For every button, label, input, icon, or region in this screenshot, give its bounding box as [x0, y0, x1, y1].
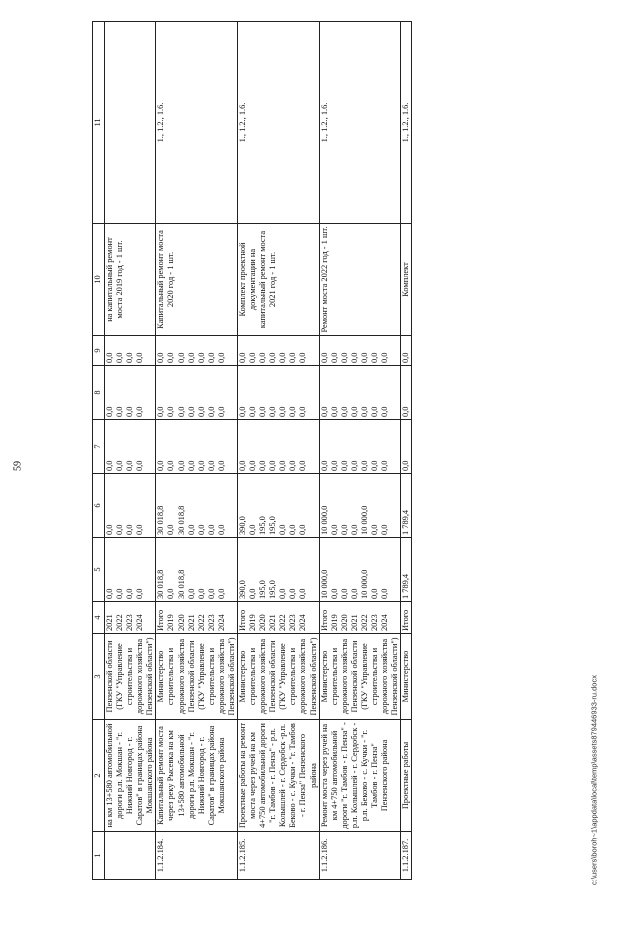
- indicator-cell: Ремонт моста 2022 год - 1 шт.: [319, 224, 401, 336]
- year-value: 2024: [380, 614, 390, 631]
- amount-cell: [156, 474, 238, 538]
- amount-value: 0,0: [298, 588, 308, 599]
- year-value: 2024: [216, 614, 226, 631]
- rotated-table-container: [92, 22, 592, 880]
- amount-value: 0,0: [186, 460, 196, 471]
- amount-value: 0,0: [238, 460, 248, 471]
- indicator-cell: Капитальный ремонт моста 2020 год - 1 шт.: [156, 224, 238, 336]
- amount-value: 0,0: [166, 524, 176, 535]
- amount-value: 0,0: [166, 352, 176, 363]
- amount-value: 0,0: [238, 406, 248, 417]
- year-value: 2020: [258, 614, 268, 631]
- amount-value: 0,0: [186, 524, 196, 535]
- amount-value: 0,0: [186, 352, 196, 363]
- table-row: [105, 22, 156, 880]
- executor-cell: Министерство строительства и дорожного хозяйства Пензенской области (ГКУ "Управление строительства и дорожного хозяйства Пензенской области"): [238, 634, 320, 720]
- amount-value: 0,0: [125, 588, 135, 599]
- amount-value: 0,0: [329, 588, 339, 599]
- amount-value: 0,0: [401, 352, 411, 363]
- header-cell: 3: [93, 634, 105, 720]
- amount-value: 0,0: [125, 460, 135, 471]
- amount-value: 30 018,8: [176, 505, 186, 535]
- row-id-cell: [105, 832, 156, 880]
- year-value: 2021: [105, 614, 114, 631]
- page-number: 59: [12, 461, 24, 471]
- year-value: 2022: [196, 614, 206, 631]
- year-value: 2021: [268, 614, 278, 631]
- year-value: 2022: [278, 614, 288, 631]
- amount-cell: [105, 474, 156, 538]
- amount-value: 0,0: [135, 352, 145, 363]
- amount-value: 0,0: [268, 460, 278, 471]
- amount-value: 0,0: [268, 352, 278, 363]
- amount-value: 0,0: [288, 460, 298, 471]
- amount-value: 195,0: [258, 580, 268, 599]
- amount-cell: [156, 420, 238, 474]
- amount-value: 0,0: [288, 352, 298, 363]
- amount-value: 0,0: [339, 524, 349, 535]
- amount-value: 0,0: [339, 352, 349, 363]
- amount-value: 0,0: [258, 352, 268, 363]
- amount-value: 10 000,0: [359, 569, 369, 599]
- amount-cell: [238, 366, 320, 420]
- amount-value: 0,0: [248, 460, 258, 471]
- header-cell: 2: [93, 720, 105, 832]
- indicator-cell: на капитальный ремонт моста 2019 год - 1 шт.: [105, 224, 156, 336]
- table-row: [319, 22, 401, 880]
- file-path: c:\users\boroh~1\appdata\local\temp\assets879446933-ru.docx: [589, 675, 599, 885]
- reference-cell: 1., 1.2., 1.6.: [401, 22, 412, 224]
- amount-value: 0,0: [206, 406, 216, 417]
- amount-value: 0,0: [105, 352, 114, 363]
- amount-value: 0,0: [216, 352, 226, 363]
- amount-cell: [401, 420, 412, 474]
- reference-cell: 1., 1.2., 1.6.: [156, 22, 238, 224]
- year-value: 2019: [329, 614, 339, 631]
- year-cell: [401, 602, 412, 634]
- executor-cell: Министерство: [401, 634, 412, 720]
- amount-value: 10 000,0: [319, 569, 329, 599]
- amount-value: 0,0: [105, 460, 114, 471]
- amount-value: 0,0: [135, 524, 145, 535]
- amount-cell: [401, 538, 412, 602]
- amount-value: 0,0: [319, 460, 329, 471]
- name-cell: Проектные работы: [401, 720, 412, 832]
- amount-value: 0,0: [216, 406, 226, 417]
- amount-value: 0,0: [216, 460, 226, 471]
- table-row: [238, 22, 320, 880]
- amount-value: 0,0: [196, 588, 206, 599]
- indicator-cell: Комплект проектной документации на капитальный ремонт моста 2021 год - 1 шт.: [238, 224, 320, 336]
- amount-value: 30 018,8: [156, 569, 166, 599]
- year-value: 2019: [166, 614, 176, 631]
- amount-value: 0,0: [196, 352, 206, 363]
- table-row: [156, 22, 238, 880]
- year-value: 2023: [288, 614, 298, 631]
- amount-value: 0,0: [349, 588, 359, 599]
- amount-value: 0,0: [278, 460, 288, 471]
- amount-value: 0,0: [278, 352, 288, 363]
- amount-value: 0,0: [329, 352, 339, 363]
- amount-value: 0,0: [349, 352, 359, 363]
- year-value: 2022: [359, 614, 369, 631]
- amount-value: 0,0: [248, 352, 258, 363]
- name-cell: Проектные работы на ремонт моста через ручей на км 4+750 автомобильной дороги "г. Тамбов - г. Пенза" - р.п. Колышлей - г. Сердобск -р.п. Бековo - с. Кучки - "г. Тамбов - г. Пенза" Пензенского района: [238, 720, 320, 832]
- amount-value: 0,0: [359, 406, 369, 417]
- amount-value: 0,0: [176, 352, 186, 363]
- amount-value: 0,0: [156, 352, 166, 363]
- amount-value: 0,0: [258, 460, 268, 471]
- amount-value: 0,0: [329, 406, 339, 417]
- amount-value: 0,0: [401, 460, 411, 471]
- amount-cell: [401, 474, 412, 538]
- amount-value: 0,0: [156, 460, 166, 471]
- amount-value: 0,0: [258, 406, 268, 417]
- year-value: Итого: [238, 609, 248, 631]
- amount-cell: [105, 336, 156, 366]
- amount-value: 0,0: [319, 352, 329, 363]
- amount-value: 0,0: [115, 524, 125, 535]
- year-cell: [156, 602, 238, 634]
- amount-value: 0,0: [125, 524, 135, 535]
- amount-value: 195,0: [268, 580, 278, 599]
- data-table: [92, 21, 412, 880]
- amount-value: 0,0: [196, 524, 206, 535]
- executor-cell: Пензенской области (ГКУ "Управление строительства и дорожного хозяйства Пензенской области"): [105, 634, 156, 720]
- amount-value: 10 000,0: [319, 505, 329, 535]
- amount-value: 0,0: [115, 406, 125, 417]
- amount-value: 0,0: [298, 460, 308, 471]
- year-value: Итого: [319, 609, 329, 631]
- amount-value: 390,0: [238, 580, 248, 599]
- amount-value: 0,0: [105, 588, 114, 599]
- header-cell: 8: [93, 366, 105, 420]
- amount-value: 0,0: [349, 406, 359, 417]
- amount-value: 0,0: [115, 352, 125, 363]
- amount-value: 0,0: [268, 406, 278, 417]
- year-value: Итого: [401, 609, 411, 631]
- amount-value: 0,0: [339, 460, 349, 471]
- year-value: 2024: [135, 614, 145, 631]
- amount-value: 0,0: [370, 524, 380, 535]
- amount-value: 0,0: [339, 406, 349, 417]
- reference-cell: 1., 1.2., 1.6.: [238, 22, 320, 224]
- amount-cell: [319, 538, 401, 602]
- amount-cell: [401, 336, 412, 366]
- table-row: [401, 22, 412, 880]
- amount-value: 0,0: [380, 524, 390, 535]
- amount-value: 0,0: [298, 524, 308, 535]
- amount-value: 30 018,8: [156, 505, 166, 535]
- header-cell: 1: [93, 832, 105, 880]
- amount-cell: [238, 538, 320, 602]
- amount-cell: [156, 366, 238, 420]
- amount-value: 0,0: [125, 406, 135, 417]
- reference-cell: 1., 1.2., 1.6.: [319, 22, 401, 224]
- amount-value: 0,0: [329, 524, 339, 535]
- amount-value: 0,0: [370, 406, 380, 417]
- amount-cell: [319, 366, 401, 420]
- amount-value: 0,0: [288, 406, 298, 417]
- amount-value: 0,0: [380, 588, 390, 599]
- year-value: 2021: [349, 614, 359, 631]
- amount-cell: [238, 420, 320, 474]
- amount-value: 0,0: [156, 406, 166, 417]
- header-cell: 11: [93, 22, 105, 224]
- amount-value: 0,0: [248, 524, 258, 535]
- header-cell: 6: [93, 474, 105, 538]
- amount-value: 0,0: [298, 352, 308, 363]
- amount-value: 0,0: [248, 406, 258, 417]
- amount-value: 0,0: [359, 460, 369, 471]
- year-value: 2023: [206, 614, 216, 631]
- amount-value: 0,0: [105, 406, 114, 417]
- amount-value: 1 789,4: [401, 573, 411, 599]
- amount-value: 1 789,4: [401, 509, 411, 535]
- name-cell: Капитальный ремонт моста через реку Рысевка на км 13+580 автомобильной дороги р.п. Мокшан - "г. Нижний Новгород - г. Саратов" в границах района Мокшанского района: [156, 720, 238, 832]
- row-id-cell: 1.1.2.185.: [238, 832, 320, 880]
- amount-value: 0,0: [288, 524, 298, 535]
- amount-value: 0,0: [196, 406, 206, 417]
- amount-value: 0,0: [186, 588, 196, 599]
- amount-cell: [319, 474, 401, 538]
- amount-value: 30 018,8: [176, 569, 186, 599]
- header-cell: 9: [93, 336, 105, 366]
- amount-value: 0,0: [206, 352, 216, 363]
- amount-value: 0,0: [319, 406, 329, 417]
- amount-value: 0,0: [278, 588, 288, 599]
- amount-value: 0,0: [196, 460, 206, 471]
- amount-value: 0,0: [401, 406, 411, 417]
- amount-cell: [319, 336, 401, 366]
- amount-value: 0,0: [206, 524, 216, 535]
- amount-value: 0,0: [166, 406, 176, 417]
- header-cell: 7: [93, 420, 105, 474]
- year-value: 2020: [176, 614, 186, 631]
- amount-value: 0,0: [216, 524, 226, 535]
- amount-cell: [156, 538, 238, 602]
- amount-value: 0,0: [349, 460, 359, 471]
- amount-value: 0,0: [380, 352, 390, 363]
- amount-value: 0,0: [206, 588, 216, 599]
- amount-cell: [105, 420, 156, 474]
- amount-cell: [105, 366, 156, 420]
- reference-cell: [105, 22, 156, 224]
- amount-value: 0,0: [288, 588, 298, 599]
- amount-value: 390,0: [238, 516, 248, 535]
- amount-value: 0,0: [125, 352, 135, 363]
- amount-value: 0,0: [135, 406, 145, 417]
- amount-cell: [156, 336, 238, 366]
- amount-value: 0,0: [166, 460, 176, 471]
- year-value: 2019: [248, 614, 258, 631]
- amount-value: 0,0: [380, 406, 390, 417]
- amount-value: 0,0: [176, 406, 186, 417]
- amount-value: 0,0: [380, 460, 390, 471]
- amount-value: 0,0: [135, 588, 145, 599]
- executor-cell: Министерство строительства и дорожного хозяйства Пензенской области (ГКУ "Управление строительства и дорожного хозяйства Пензенской области"): [319, 634, 401, 720]
- amount-value: 0,0: [370, 588, 380, 599]
- amount-value: 0,0: [166, 588, 176, 599]
- year-value: Итого: [156, 609, 166, 631]
- name-cell: Ремонт моста через ручей на км 4+750 автомобильной дороги "г. Тамбов - г. Пенза" - р.п. Колышлей - г. Сердобск - р.п. Бековo - с. Кучки - "г. Тамбов - г. Пенза" Пензенского района: [319, 720, 401, 832]
- row-id-cell: 1.1.2.186.: [319, 832, 401, 880]
- amount-cell: [401, 366, 412, 420]
- amount-value: 0,0: [238, 352, 248, 363]
- year-value: 2023: [370, 614, 380, 631]
- amount-value: 0,0: [216, 588, 226, 599]
- amount-value: 195,0: [258, 516, 268, 535]
- amount-value: 0,0: [186, 406, 196, 417]
- amount-cell: [238, 336, 320, 366]
- row-id-cell: 1.1.2.187.: [401, 832, 412, 880]
- indicator-cell: Комплект: [401, 224, 412, 336]
- year-cell: [319, 602, 401, 634]
- year-value: 2020: [339, 614, 349, 631]
- amount-value: 0,0: [115, 588, 125, 599]
- amount-value: 0,0: [370, 460, 380, 471]
- header-cell: 4: [93, 602, 105, 634]
- amount-value: 0,0: [370, 352, 380, 363]
- amount-cell: [105, 538, 156, 602]
- amount-value: 0,0: [248, 588, 258, 599]
- amount-cell: [319, 420, 401, 474]
- amount-cell: [238, 474, 320, 538]
- amount-value: 0,0: [278, 406, 288, 417]
- name-cell: на км 13+580 автомобильной дороги р.п. Мокшан - "г. Нижний Новгород - г. Саратов" в границах района Мокшанского района: [105, 720, 156, 832]
- header-cell: 5: [93, 538, 105, 602]
- header-row: [93, 22, 105, 880]
- amount-value: 0,0: [349, 524, 359, 535]
- row-id-cell: 1.1.2.184.: [156, 832, 238, 880]
- executor-cell: Министерство строительства и дорожного хозяйства Пензенской области (ГКУ "Управление строительства и дорожного хозяйства Пензенской области"): [156, 634, 238, 720]
- amount-value: 195,0: [268, 516, 278, 535]
- amount-value: 0,0: [339, 588, 349, 599]
- year-value: 2023: [125, 614, 135, 631]
- year-cell: [238, 602, 320, 634]
- amount-value: 10 000,0: [359, 505, 369, 535]
- year-value: 2024: [298, 614, 308, 631]
- amount-value: 0,0: [176, 460, 186, 471]
- year-value: 2021: [186, 614, 196, 631]
- amount-value: 0,0: [329, 460, 339, 471]
- year-value: 2022: [115, 614, 125, 631]
- amount-value: 0,0: [359, 352, 369, 363]
- amount-value: 0,0: [115, 460, 125, 471]
- amount-value: 0,0: [135, 460, 145, 471]
- amount-value: 0,0: [278, 524, 288, 535]
- amount-value: 0,0: [298, 406, 308, 417]
- amount-value: 0,0: [105, 524, 114, 535]
- amount-value: 0,0: [206, 460, 216, 471]
- year-cell: [105, 602, 156, 634]
- header-cell: 10: [93, 224, 105, 336]
